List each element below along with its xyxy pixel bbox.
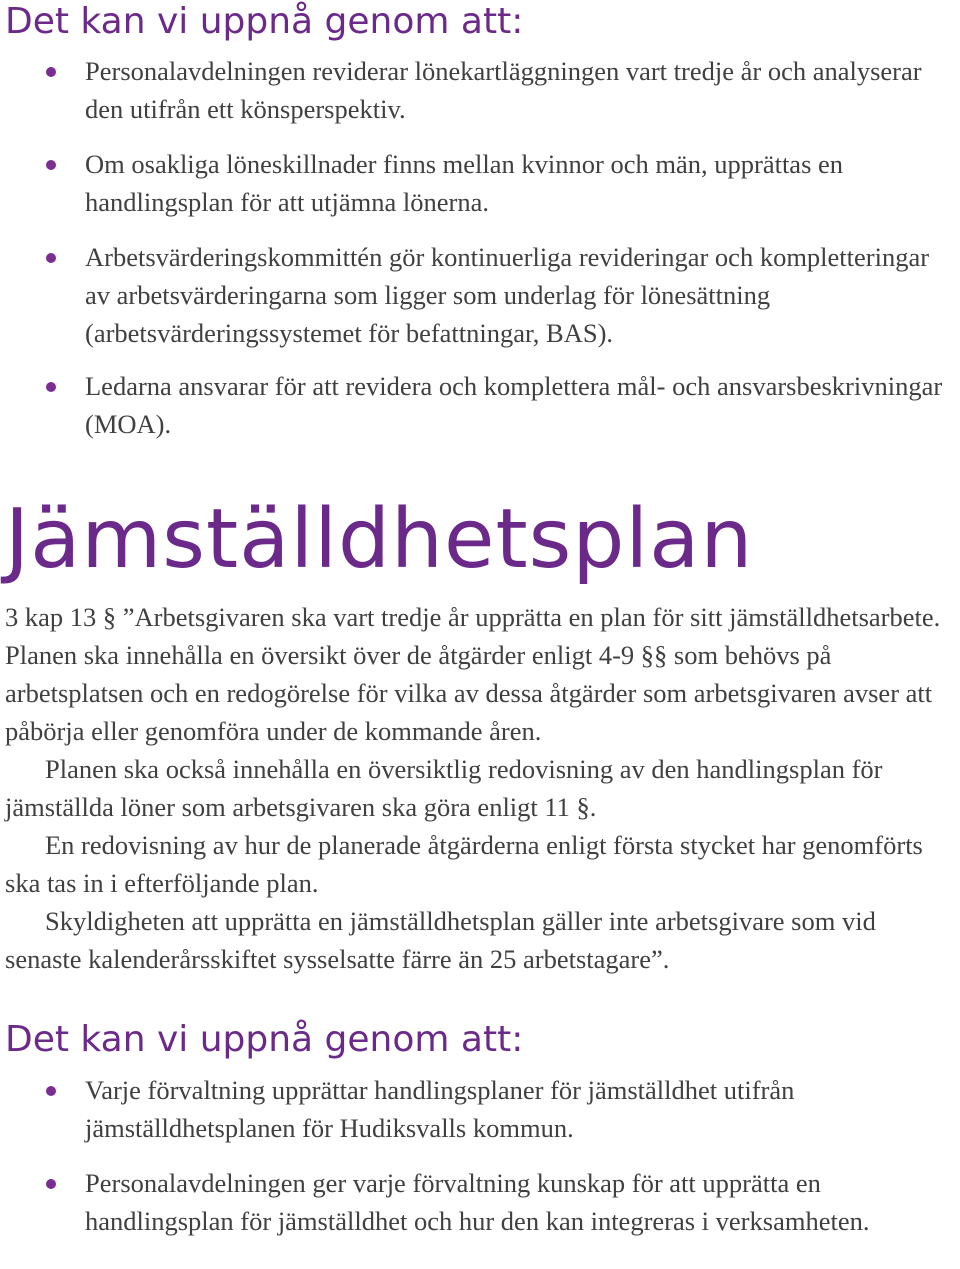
bullet-list-2 [0, 1071, 960, 1240]
law-paragraph-3: En redovisning av hur de planerade åtgärderna enligt första stycket har genomförts ska tas in i efterföljande plan. [5, 830, 923, 898]
list-item [0, 367, 960, 443]
list-item-text: Arbetsvärderingskommittén gör kontinuerliga revideringar och kompletteringar av arbetsvärderingarna som ligger som underlag för lönesättning (arbetsvärderingssystemet för befattningar, BAS). [85, 242, 930, 348]
list-item [0, 145, 960, 221]
law-paragraph-4: Skyldigheten att upprätta en jämställdhetsplan gäller inte arbetsgivare som vid senaste kalenderårsskiftet sysselsatte färre än 25 arbetstagare”. [5, 906, 876, 974]
bullet-dot-icon [46, 253, 56, 263]
bullet-dot-icon [46, 382, 56, 392]
list-item-text: Ledarna ansvarar för att revidera och komplettera mål- och ansvarsbeskrivningar (MOA). [85, 371, 943, 439]
section-heading-2: Det kan vi uppnå genom att: [5, 1019, 524, 1060]
bullet-dot-icon [46, 67, 56, 77]
list-item [0, 52, 960, 128]
bullet-dot-icon [46, 1179, 56, 1189]
list-item-text: Om osakliga löneskillnader finns mellan kvinnor och män, upprättas en handlingsplan för att utjämna lönerna. [85, 149, 844, 217]
list-item-text: Varje förvaltning upprättar handlingsplaner för jämställdhet utifrån jämställdhetsplanen för Hudiksvalls kommun. [85, 1075, 795, 1143]
list-item-text: Personalavdelningen ger varje förvaltning kunskap för att upprätta en handlingsplan för jämställdhet och hur den kan integreras i verksamheten. [85, 1168, 870, 1236]
bullet-list-1 [0, 52, 960, 443]
law-paragraph-2: Planen ska också innehålla en översiktlig redovisning av den handlingsplan för jämställda löner som arbetsgivaren ska göra enligt 11 §. [5, 754, 883, 822]
page-title: Jämställdhetsplan [5, 492, 754, 587]
list-item [0, 1071, 960, 1147]
list-item-text: Personalavdelningen reviderar lönekartläggningen vart tredje år och analyserar den utifrån ett könsperspektiv. [85, 56, 922, 124]
bullet-dot-icon [46, 160, 56, 170]
section-heading-1: Det kan vi uppnå genom att: [5, 1, 524, 42]
law-paragraph-1: 3 kap 13 § ”Arbetsgivaren ska vart tredje år upprätta en plan för sitt jämställdhetsarbete. Planen ska innehålla en översikt över de åtgärder enligt 4-9 §§ som behövs på arbetsplatsen och en redogörelse för vilka av dessa åtgärder som arbetsgivaren avser att påbörja eller genomföra under de kommande åren. [5, 602, 941, 746]
bullet-dot-icon [46, 1086, 56, 1096]
list-item [0, 238, 960, 352]
list-item [0, 1164, 960, 1240]
